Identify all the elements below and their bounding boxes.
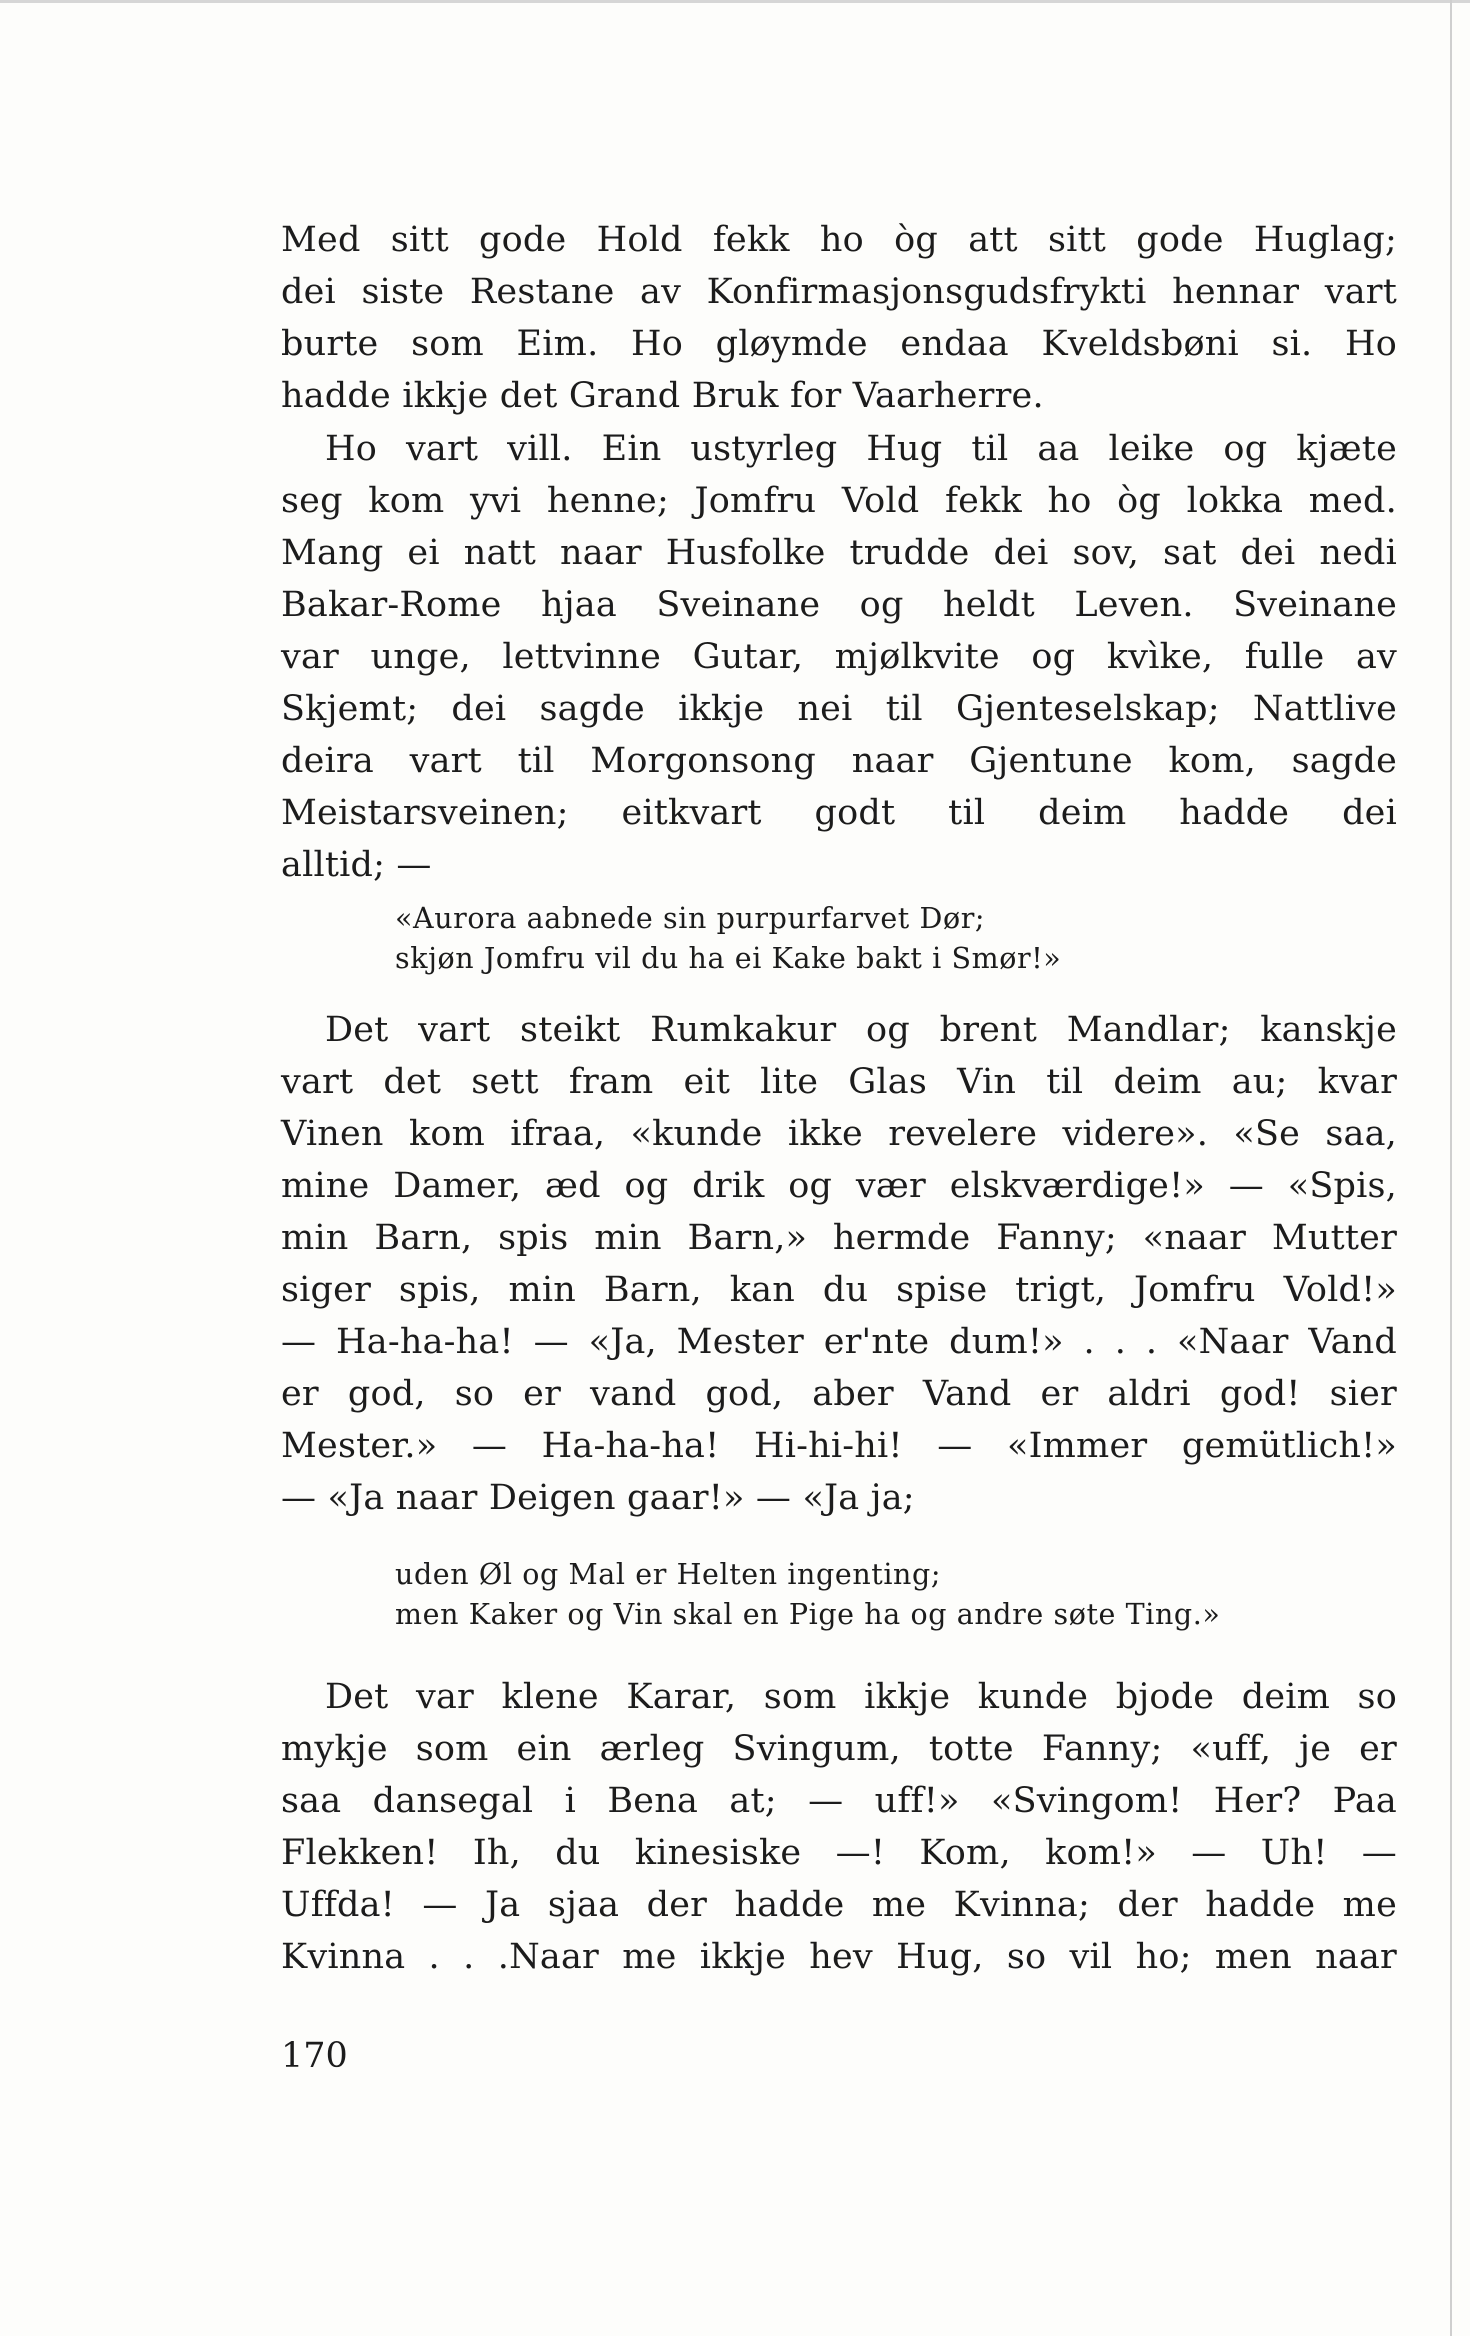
text-line: Ho vart vill. Ein ustyrleg Hug til aa leike og kjæte bbox=[325, 429, 1397, 469]
text-line: burte som Eim. Ho gløymde endaa Kveldsbøni si. Ho bbox=[281, 324, 1397, 364]
text-line: Med sitt gode Hold fekk ho òg att sitt gode Huglag; bbox=[281, 220, 1397, 260]
text-line: Kvinna . . .Naar me ikkje hev Hug, so vil ho; men naar bbox=[281, 1937, 1397, 1977]
text-line: saa dansegal i Bena at; — uff!» «Svingom! Her? Paa bbox=[281, 1781, 1397, 1821]
text-line: min Barn, spis min Barn,» hermde Fanny; «naar Mutter bbox=[281, 1218, 1397, 1258]
verse-line: skjøn Jomfru vil du ha ei Kake bakt i Smør!» bbox=[395, 942, 1062, 975]
verse-line: «Aurora aabnede sin purpurfarvet Dør; bbox=[395, 902, 986, 935]
paragraph-3 bbox=[281, 1004, 1397, 1524]
verse-line: uden Øl og Mal er Helten ingenting; bbox=[395, 1558, 942, 1591]
text-line: siger spis, min Barn, kan du spise trigt, Jomfru Vold!» bbox=[281, 1270, 1397, 1310]
text-line: vart det sett fram eit lite Glas Vin til deim au; kvar bbox=[281, 1062, 1397, 1102]
text-line: — «Ja naar Deigen gaar!» — «Ja ja; bbox=[281, 1478, 915, 1518]
page-number: 170 bbox=[281, 2036, 348, 2076]
text-line: hadde ikkje det Grand Bruk for Vaarherre. bbox=[281, 376, 1044, 416]
text-line: Det var klene Karar, som ikkje kunde bjode deim so bbox=[325, 1677, 1397, 1717]
text-line: Meistarsveinen; eitkvart godt til deim hadde dei bbox=[281, 793, 1397, 833]
text-line: er god, so er vand god, aber Vand er aldri god! sier bbox=[281, 1374, 1397, 1414]
page-right-edge bbox=[1450, 0, 1452, 2336]
paragraph-2 bbox=[281, 423, 1397, 891]
paragraph-1 bbox=[281, 214, 1397, 422]
text-line: — Ha-ha-ha! — «Ja, Mester er'nte dum!» . . . «Naar Vand bbox=[281, 1322, 1397, 1362]
text-line: dei siste Restane av Konfirmasjonsgudsfrykti hennar vart bbox=[281, 272, 1397, 312]
page-top-edge bbox=[0, 0, 1470, 3]
verse-line: men Kaker og Vin skal en Pige ha og andre søte Ting.» bbox=[395, 1598, 1221, 1631]
text-line: alltid; — bbox=[281, 845, 432, 885]
text-line: mykje som ein ærleg Svingum, totte Fanny; «uff, je er bbox=[281, 1729, 1397, 1769]
text-line: Bakar-Rome hjaa Sveinane og heldt Leven. Sveinane bbox=[281, 585, 1397, 625]
text-line: Skjemt; dei sagde ikkje nei til Gjenteselskap; Nattlive bbox=[281, 689, 1397, 729]
text-line: var unge, lettvinne Gutar, mjølkvite og kvìke, fulle av bbox=[281, 637, 1397, 677]
text-line: Mang ei natt naar Husfolke trudde dei sov, sat dei nedi bbox=[281, 533, 1397, 573]
paragraph-4 bbox=[281, 1671, 1397, 1983]
text-line: Det vart steikt Rumkakur og brent Mandlar; kanskje bbox=[325, 1010, 1397, 1050]
text-line: seg kom yvi henne; Jomfru Vold fekk ho òg lokka med. bbox=[281, 481, 1397, 521]
text-line: Mester.» — Ha-ha-ha! Hi-hi-hi! — «Immer gemütlich!» bbox=[281, 1426, 1397, 1466]
verse-1 bbox=[395, 899, 1395, 979]
text-line: Vinen kom ifraa, «kunde ikke revelere videre». «Se saa, bbox=[281, 1114, 1397, 1154]
text-line: mine Damer, æd og drik og vær elskværdige!» — «Spis, bbox=[281, 1166, 1397, 1206]
text-line: deira vart til Morgonsong naar Gjentune kom, sagde bbox=[281, 741, 1397, 781]
verse-2 bbox=[395, 1555, 1395, 1635]
text-line: Flekken! Ih, du kinesiske —! Kom, kom!» — Uh! — bbox=[281, 1833, 1397, 1873]
text-line: Uffda! — Ja sjaa der hadde me Kvinna; der hadde me bbox=[281, 1885, 1397, 1925]
